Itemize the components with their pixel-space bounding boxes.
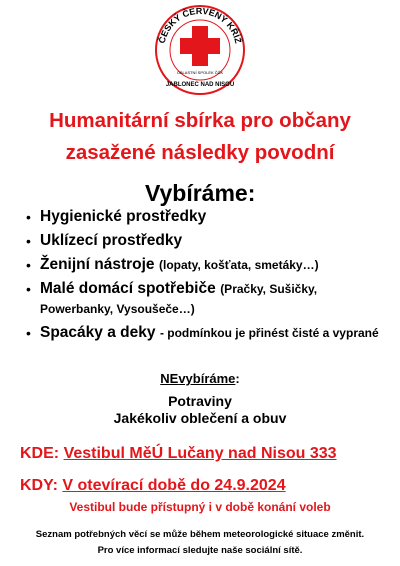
title-line-1: Humanitární sbírka pro občany xyxy=(49,109,351,132)
item-detail: (Pračky, Sušičky, Powerbanky, Vysoušeče…) xyxy=(40,282,318,316)
item-main: Ženijní nástroje xyxy=(40,256,155,273)
item-detail: - podmínkou je přinést čisté a vyprané xyxy=(159,326,379,340)
when-label: KDY: xyxy=(20,477,58,494)
bullet-icon: • xyxy=(26,209,31,225)
item-main: Malé domácí spotřebiče xyxy=(40,280,216,297)
cross-horizontal xyxy=(180,38,220,54)
bullet-icon: • xyxy=(26,233,31,249)
not-prefix: NE xyxy=(160,371,179,386)
item-main: Uklízecí prostředky xyxy=(40,232,183,249)
logo-ring-text: ČESKÝ ČERVENÝ KŘÍŽ xyxy=(156,5,244,45)
when-value: V otevírací době do 24.9.2024 xyxy=(62,477,286,494)
list-item xyxy=(26,279,386,319)
list-item xyxy=(26,207,386,227)
bullet-icon: • xyxy=(26,257,31,273)
where-label: KDE: xyxy=(20,445,60,462)
when-note: Vestibul bude přístupný i v době konání voleb xyxy=(69,500,331,514)
bullet-icon: • xyxy=(26,281,31,297)
bullet-icon: • xyxy=(26,325,31,341)
collect-list xyxy=(26,207,386,347)
where-line xyxy=(20,445,337,463)
item-main: Spacáky a deky xyxy=(40,324,156,341)
list-item xyxy=(26,255,386,275)
title-line-2: zasažené následky povodní xyxy=(65,141,335,164)
not-collected-list xyxy=(0,393,400,427)
not-collected-item: Jakékoliv oblečení a obuv xyxy=(113,410,287,426)
collect-heading: Vybíráme: xyxy=(145,180,256,206)
red-cross-logo xyxy=(154,4,246,96)
list-item xyxy=(26,323,386,343)
list-item xyxy=(26,231,386,251)
item-main: Hygienické prostředky xyxy=(40,208,207,225)
not-heading-rest: vybíráme xyxy=(178,371,236,386)
not-collected-heading xyxy=(0,371,400,386)
logo-bottom-text: JABLONEC NAD NISOU xyxy=(165,82,235,88)
where-value: Vestibul MěÚ Lučany nad Nisou 333 xyxy=(63,445,337,462)
not-collected-item: Potraviny xyxy=(168,393,232,409)
footer xyxy=(0,527,400,559)
item-detail: (lopaty, košťata, smetáky…) xyxy=(159,258,319,272)
not-heading-colon: : xyxy=(235,371,240,386)
footer-line-1: Seznam potřebných věcí se může během meteorologické situace změnit. xyxy=(35,529,365,540)
logo-inner-text: OBLASTNÍ SPOLEK ČČK xyxy=(176,70,224,75)
when-line xyxy=(20,477,286,495)
footer-line-2: Pro více informací sledujte naše sociální sítě. xyxy=(97,545,303,556)
